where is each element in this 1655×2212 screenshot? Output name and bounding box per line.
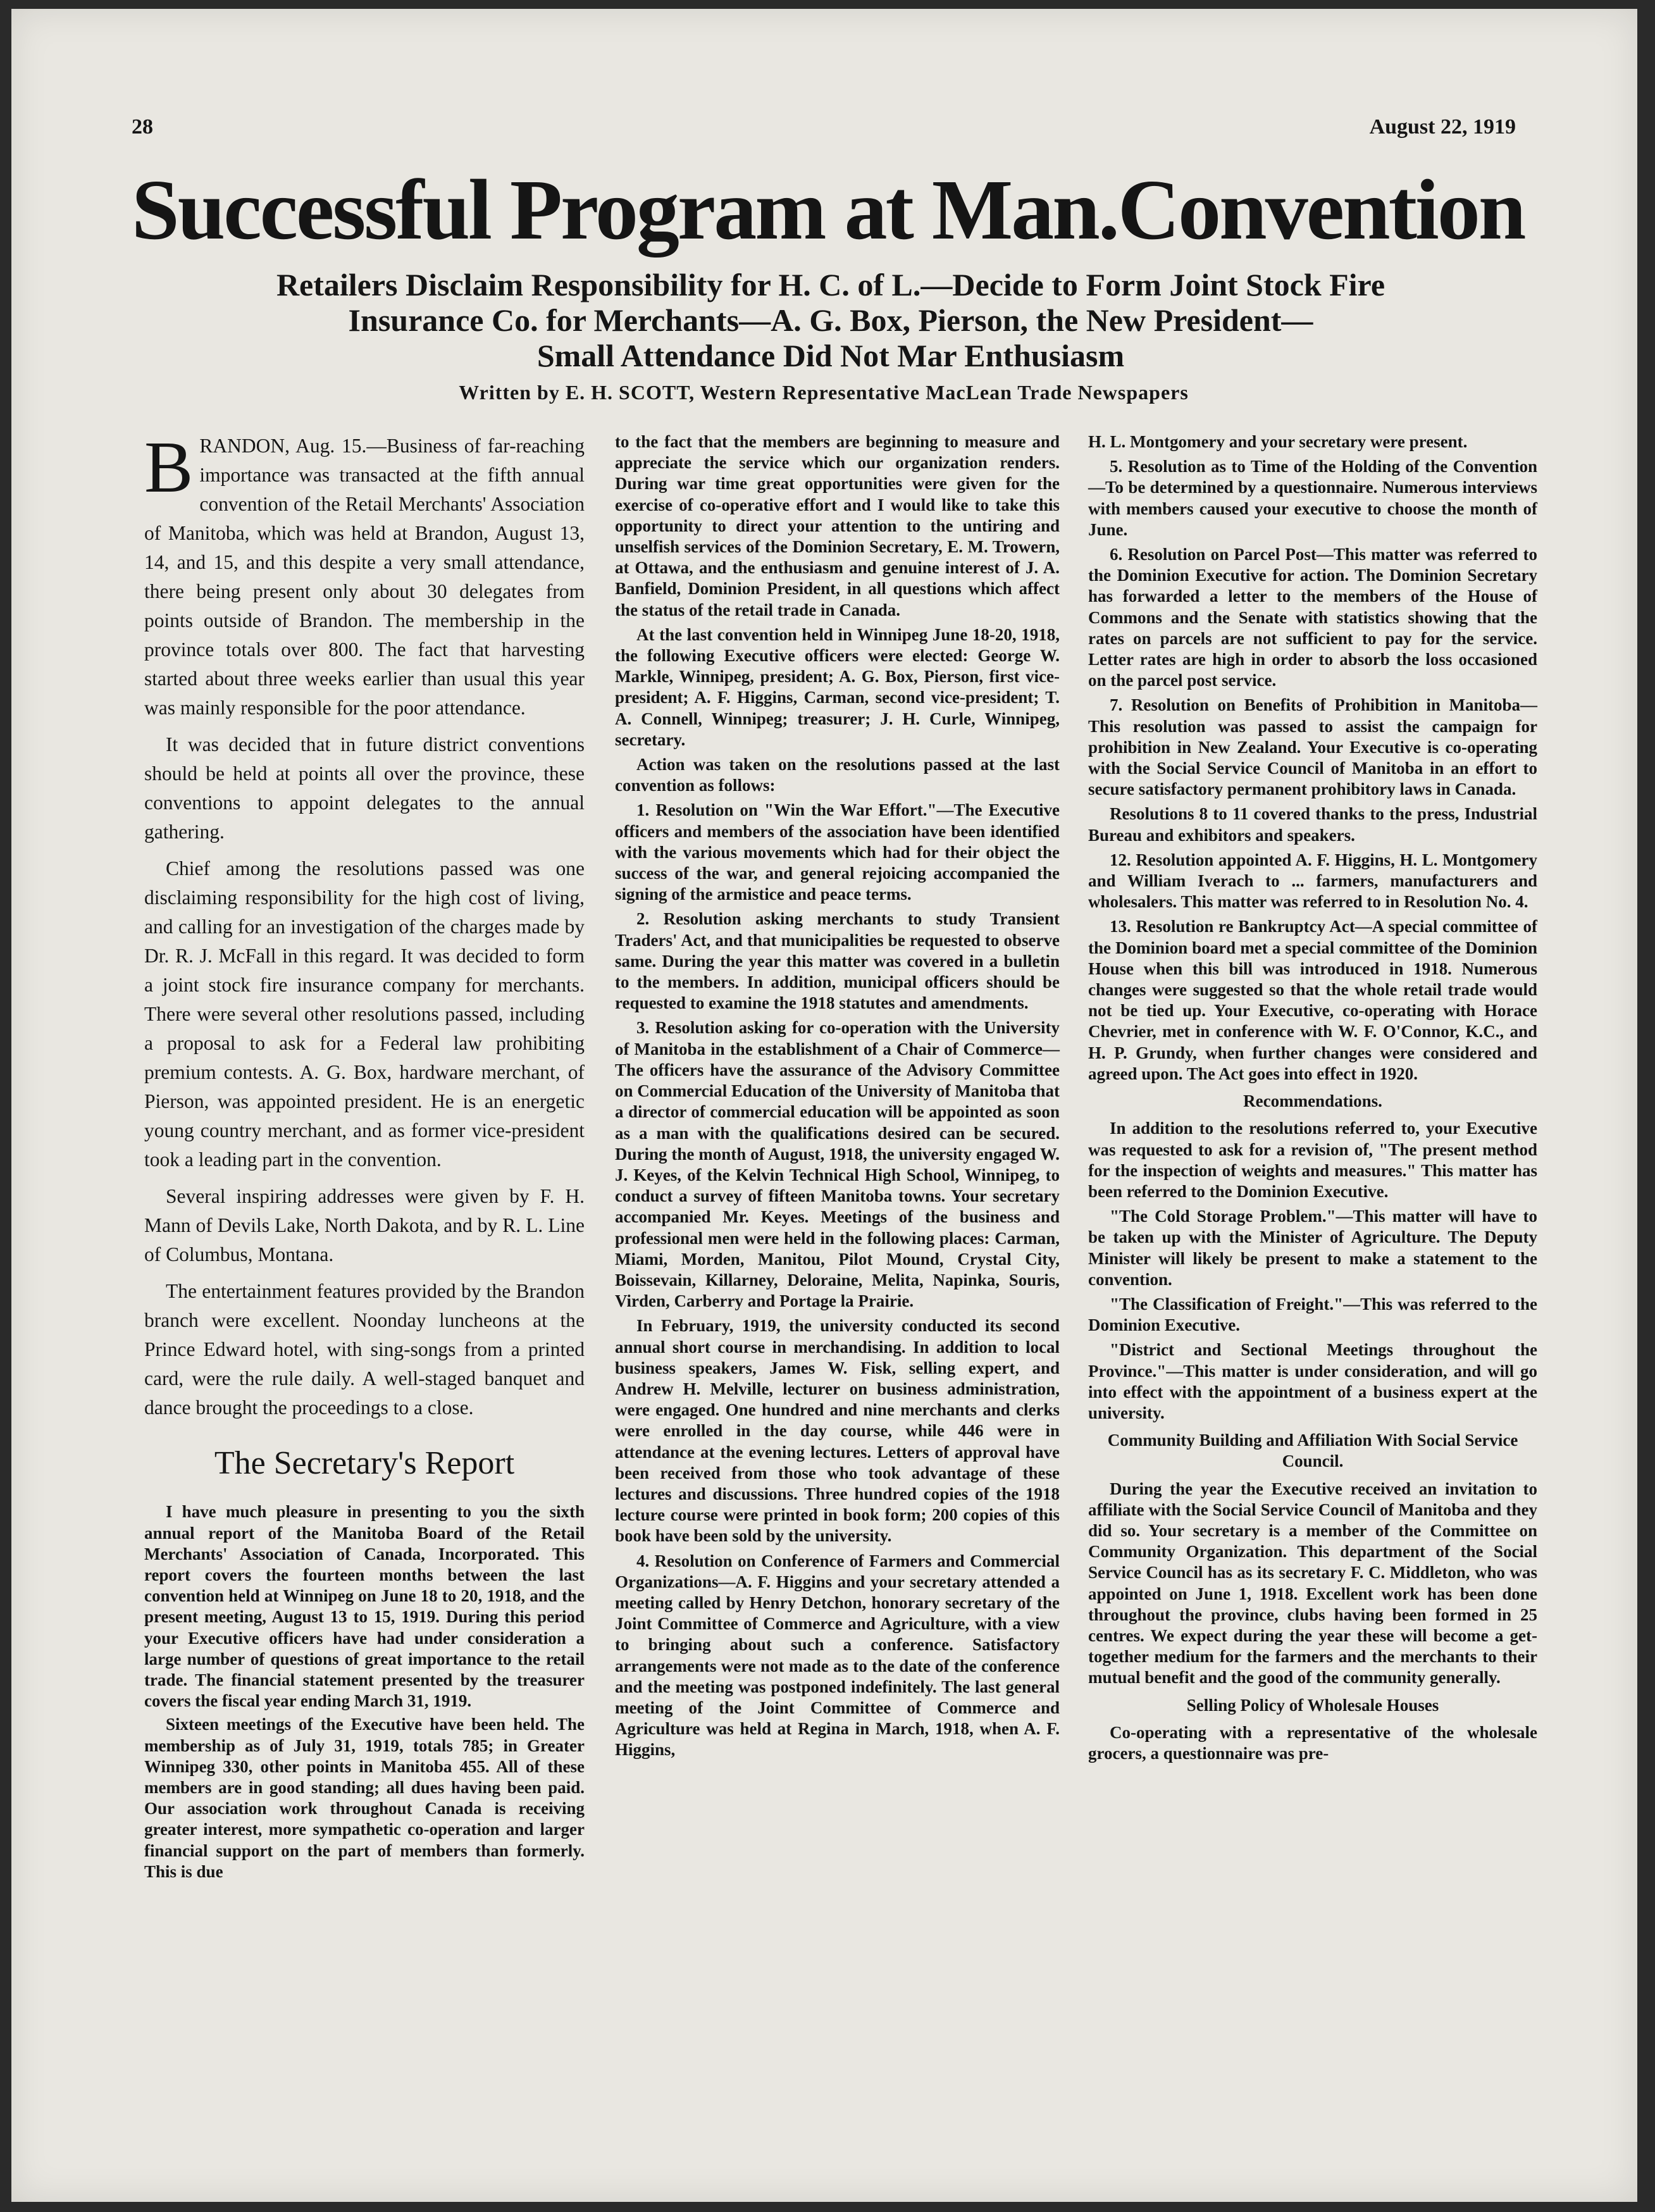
article-paragraph: Action was taken on the resolutions passed at the last convention as follows: [615, 755, 1060, 795]
article-paragraph: 4. Resolution on Conference of Farmers and Commercial Organizations—A. F. Higgins and your secretary attended a meeting called by Henry Detchon, honorary secretary of the Joint Committee of Commerce and Agriculture, with a view to bringing about such a conference. Satisfactory arrangements were not made as to the date of the conference and the meeting was postponed indefinitely. The last general meeting of the Joint Committee of Commerce and Agriculture was held at Regina in March, 1918, when A. F. Higgins, [615, 1551, 1060, 1760]
article-paragraph: "The Cold Storage Problem."—This matter will have to be taken up with the Minister of Agriculture. The Deputy Minister will likely be present to make a statement to the convention. [1088, 1207, 1537, 1289]
subheadline-line: Insurance Co. for Merchants—A. G. Box, Pierson, the New President— [348, 302, 1313, 338]
article-paragraph: During the year the Executive received an invitation to affiliate with the Social Service Council of Manitoba and they did so. Your secretary is a member of the Committee on Community Organization. This department of the Social Service Council has as its secretary F. C. Middleton, who was appointed on June 1, 1918. Excellent work has been done throughout the province, clubs having been formed in 25 centres. We expect during the year these will become a get-together medium for the farmers and the merchants to their mutual benefit and the good of the community generally. [1088, 1479, 1537, 1687]
article-paragraph: Several inspiring addresses were given by F. H. Mann of Devils Lake, North Dakota, and by R. L. Line of Columbus, Montana. [144, 1184, 585, 1265]
article-paragraph [144, 427, 585, 723]
headline: Successful Program at Man.Convention [132, 163, 1525, 258]
article-paragraph: The entertainment features provided by the Brandon branch were excellent. Noonday luncheons at the Prince Edward hotel, with sing-songs from a printed card, were the rule daily. A well-staged banquet and dance brought the proceedings to a close. [144, 1279, 585, 1419]
page-number: 28 [132, 115, 153, 139]
article-paragraph: H. L. Montgomery and your secretary were present. [1088, 432, 1468, 451]
subsection-heading: Community Building and Affiliation With Social Service Council. [1107, 1431, 1518, 1471]
article-paragraph: to the fact that the members are beginning to measure and appreciate the service which our organization renders. During war time great opportunities were given for the exercise of co-operative effort and I would like to take this opportunity to direct your attention to the untiring and unselfish services of the Dominion Secretary, E. M. Trowern, at Ottawa, and the enthusiasm and genuine interest of J. A. Banfield, Dominion President, in all questions which affect the status of the retail trade in Canada. [615, 432, 1060, 619]
subsection-heading: Recommendations. [1243, 1091, 1382, 1111]
report-body [144, 1501, 585, 1882]
article-paragraph: 7. Resolution on Benefits of Prohibition in Manitoba—This resolution was passed to assist the campaign for prohibition in New Zealand. Your Executive is co-operating with the Social Service Council of Manitoba in an effort to secure satisfactory permanent prohibitory laws in Canada. [1088, 695, 1537, 799]
article-paragraph: 2. Resolution asking merchants to study Transient Traders' Act, and that municipalities be requested to observe same. During the year this matter was covered in a bulletin to the members. In addition, municipal officers should be requested to examine the 1918 statutes and amendments. [615, 909, 1060, 1013]
byline: Written by E. H. SCOTT, Western Representative MacLean Trade Newspapers [459, 381, 1189, 404]
article-paragraph-text: RANDON, Aug. 15.—Business of far-reaching importance was transacted at the fifth annual convention of the Retail Merchants' Association of Manitoba, which was held at Brandon, August 13, 14, and 15, and this despite a very small attendance, there being present only about 30 delegates from points outside of Brandon. The membership in the province totals over 800. The fact that harvesting started about three weeks earlier than usual this year was mainly responsible for the poor attendance. [144, 435, 585, 719]
article-paragraph: 12. Resolution appointed A. F. Higgins, H. L. Montgomery and William Iverach to ... farmers, manufacturers and wholesalers. This matter was referred to in Resolution No. 4. [1088, 850, 1537, 912]
subheadline [189, 267, 1473, 373]
article-paragraph: Chief among the resolutions passed was one disclaiming responsibility for the high cost of living, and calling for an investigation of the charges made by Dr. R. J. McFall in this regard. It was decided to form a joint stock fire insurance company for merchants. There were several other resolutions passed, including a proposal to ask for a Federal law prohibiting premium contests. A. G. Box, hardware merchant, of Pierson, was appointed president. He is an energetic young country merchant, and as former vice-president took a leading part in the convention. [144, 857, 585, 1171]
article-paragraph: Resolutions 8 to 11 covered thanks to the press, Industrial Bureau and exhibitors and speakers. [1088, 804, 1537, 845]
article-paragraph: 3. Resolution asking for co-operation with the University of Manitoba in the establishment of a Chair of Commerce—The officers have the assurance of the Advisory Committee on Commercial Education of the University of Manitoba that a director of commercial education will be appointed as soon as a man with the qualifications desired can be secured. During the month of August, 1918, the university engaged W. J. Keyes, of the Kelvin Technical High School, Winnipeg, to conduct a survey of fifteen Manitoba towns. Your secretary accompanied Mr. Keyes. Meetings of the business and professional men were held in the following places: Carman, Miami, Morden, Manitou, Pilot Mound, Crystal City, Boissevain, Killarney, Deloraine, Melita, Napinka, Souris, Virden, Carberry and Portage la Prairie. [615, 1018, 1060, 1311]
issue-date: August 22, 1919 [1369, 115, 1516, 139]
article-paragraph: Co-operating with a representative of the wholesale grocers, a questionnaire was pre- [1088, 1722, 1537, 1763]
article-paragraph: 13. Resolution re Bankruptcy Act—A special committee of the Dominion board met a special committee of the Dominion House when this bill was introduced in 1918. Numerous changes were suggested so that the whole retail trade would not be tied up. Your Executive, co-operating with Horace Chevrier, met in conference with W. F. O'Connor, K.C., and H. P. Grundy, when further changes were considered and agreed upon. The Act goes into effect in 1920. [1088, 917, 1537, 1083]
article-paragraph: 5. Resolution as to Time of the Holding of the Convention—To be determined by a questionnaire. Numerous interviews with members caused your executive to choose the month of June. [1088, 457, 1537, 539]
article-paragraph: "The Classification of Freight."—This was referred to the Dominion Executive. [1088, 1294, 1537, 1335]
subheadline-line: Small Attendance Did Not Mar Enthusiasm [536, 338, 1125, 373]
article-paragraph: In addition to the resolutions referred to, your Executive was requested to ask for a revision of, "The present method for the inspection of weights and measures." This matter has been referred to the Dominion Executive. [1088, 1119, 1537, 1201]
article-paragraph: 6. Resolution on Parcel Post—This matter was referred to the Dominion Executive for action. The Dominion Secretary has forwarded a letter to the members of the House of Commons and the Senate with statistics showing that the rates on parcels are not sufficient to pay for the service. Letter rates are high in order to absorb the loss occasioned on the parcel post service. [1088, 545, 1537, 690]
report-paragraph: Sixteen meetings of the Executive have been held. The membership as of July 31, 1919, totals 785; in Greater Winnipeg 330, other points in Manitoba 455. All of these members are in good standing; all dues having been paid. Our association work throughout Canada is receiving greater interest, more sympathetic co-operation and larger financial support on the part of members than formerly. This is due [144, 1715, 585, 1881]
report-paragraph: I have much pleasure in presenting to you the sixth annual report of the Manitoba Board of the Retail Merchants' Association of Canada, Incorporated. This report covers the fourteen months between the last convention held at Winnipeg on June 18 to 20, 1918, and the present meeting, August 13 to 15, 1919. During this period your Executive officers have had under consideration a large number of questions of great importance to the retail trade. The financial statement presented by the treasurer covers the fiscal year ending March 31, 1919. [144, 1502, 585, 1711]
article-paragraph: At the last convention held in Winnipeg June 18-20, 1918, the following Executive officers were elected: George W. Markle, Winnipeg, president; A. G. Box, Pierson, first vice-president; A. F. Higgins, Carman, second vice-president; T. A. Connell, Winnipeg; treasurer; J. H. Curle, Winnipeg, secretary. [615, 624, 1060, 749]
article-column-1 [144, 427, 585, 1885]
article-paragraph: It was decided that in future district conventions should be held at points all over the province, these conventions to appoint delegates to the annual gathering. [144, 733, 585, 843]
article-column-3 [1088, 432, 1537, 1768]
subsection-heading: Selling Policy of Wholesale Houses [1186, 1695, 1439, 1715]
article-paragraph: In February, 1919, the university conducted its second annual short course in merchandising. In addition to local business speakers, James W. Fisk, selling expert, and Andrew H. Melville, lecturer on business administration, were engaged. One hundred and nine merchants and clerks were enrolled in the day course, while 446 were in attendance at the evening lectures. Letters of approval have been received from those who took advantage of these lectures and discussions. Three hundred copies of the 1918 lecture course were printed in book form; 200 copies of this book have been sold by the university. [615, 1316, 1060, 1546]
newspaper-page [11, 9, 1637, 2202]
section-title: The Secretary's Report [214, 1445, 515, 1482]
page-header [132, 115, 1516, 139]
article-column-2 [615, 432, 1060, 1765]
drop-cap: B [144, 427, 194, 508]
article-paragraph: "District and Sectional Meetings throughout the Province."—This matter is under consideration, and will go into effect with the appointment of a business expert at the university. [1088, 1340, 1537, 1422]
article-paragraph: 1. Resolution on "Win the War Effort."—The Executive officers and members of the association have been identified with the various movements which had for their object the success of the war, and general rejoicing accompanied the signing of the armistice and peace terms. [615, 800, 1060, 904]
subheadline-line: Retailers Disclaim Responsibility for H. C. of L.—Decide to Form Joint Stock Fire [276, 267, 1385, 302]
